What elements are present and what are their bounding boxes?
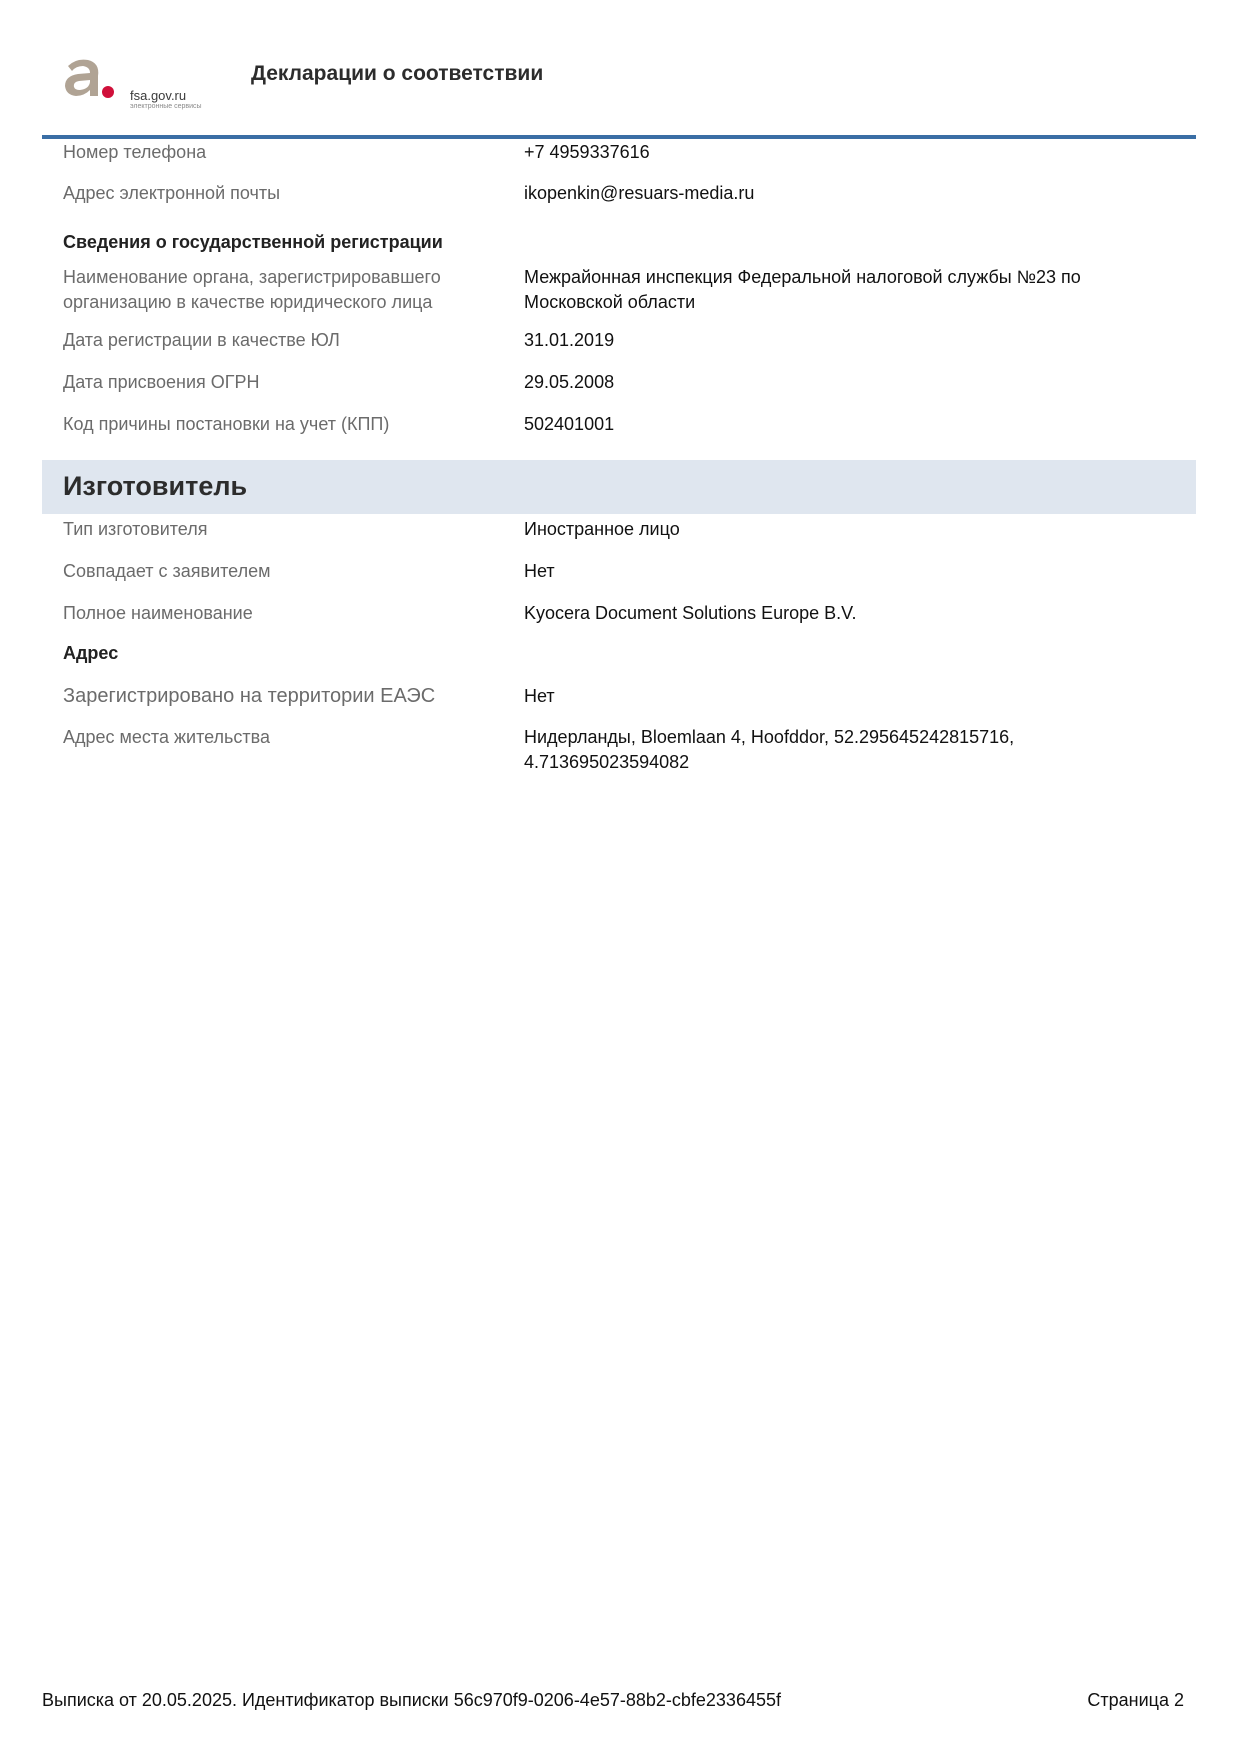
- field-value: Kyocera Document Solutions Europe B.V.: [524, 603, 857, 623]
- field-value: Иностранное лицо: [524, 519, 680, 539]
- page-number: Страница 2: [1087, 1690, 1184, 1710]
- field-label: Совпадает с заявителем: [63, 561, 271, 581]
- section-header-manufacturer: [42, 460, 1196, 514]
- field-label: Полное наименование: [63, 603, 253, 623]
- section-title: Изготовитель: [63, 471, 248, 501]
- field-label: Номер телефона: [63, 142, 207, 162]
- field-value: Нет: [524, 686, 555, 706]
- page-header: [42, 52, 1196, 136]
- field-value: Нидерланды, Bloemlaan 4, Hoofddor, 52.295645242815716, 4.713695023594082: [524, 727, 1015, 772]
- fsa-logo: [58, 56, 208, 116]
- field-label: Дата присвоения ОГРН: [63, 372, 260, 392]
- field-value: Нет: [524, 561, 555, 581]
- field-value: +7 4959337616: [524, 142, 650, 162]
- field-label: Код причины постановки на учет (КПП): [63, 414, 390, 434]
- field-label: Дата регистрации в качестве ЮЛ: [63, 330, 340, 350]
- field-label: Тип изготовителя: [63, 519, 208, 539]
- header-divider: [42, 135, 1196, 139]
- field-value: 31.01.2019: [524, 330, 615, 350]
- address-heading: Адрес: [63, 643, 119, 663]
- extract-info: Выписка от 20.05.2025. Идентификатор выписки 56c970f9-0206-4e57-88b2-cbfe2336455f: [42, 1690, 781, 1710]
- field-label: Зарегистрировано на территории ЕАЭС: [63, 685, 436, 707]
- field-value: ikopenkin@resuars-media.ru: [524, 183, 755, 203]
- logo-subtitle: электронные сервисы: [130, 103, 202, 110]
- field-value: 502401001: [524, 414, 615, 434]
- fsa-logo-icon: [58, 56, 128, 108]
- logo-site-text: fsa.gov.ru: [130, 88, 187, 103]
- field-label: Адрес места жительства: [63, 727, 271, 747]
- field-value: Межрайонная инспекция Федеральной налоговой службы №23 по Московской области: [524, 267, 1081, 312]
- page-title: Декларации о соответствии: [251, 62, 544, 85]
- field-label: Адрес электронной почты: [63, 183, 281, 203]
- field-label: Наименование органа, зарегистрировавшего организацию в качестве юридического лица: [63, 267, 441, 312]
- registration-heading: Сведения о государственной регистрации: [63, 232, 443, 252]
- field-value: 29.05.2008: [524, 372, 615, 392]
